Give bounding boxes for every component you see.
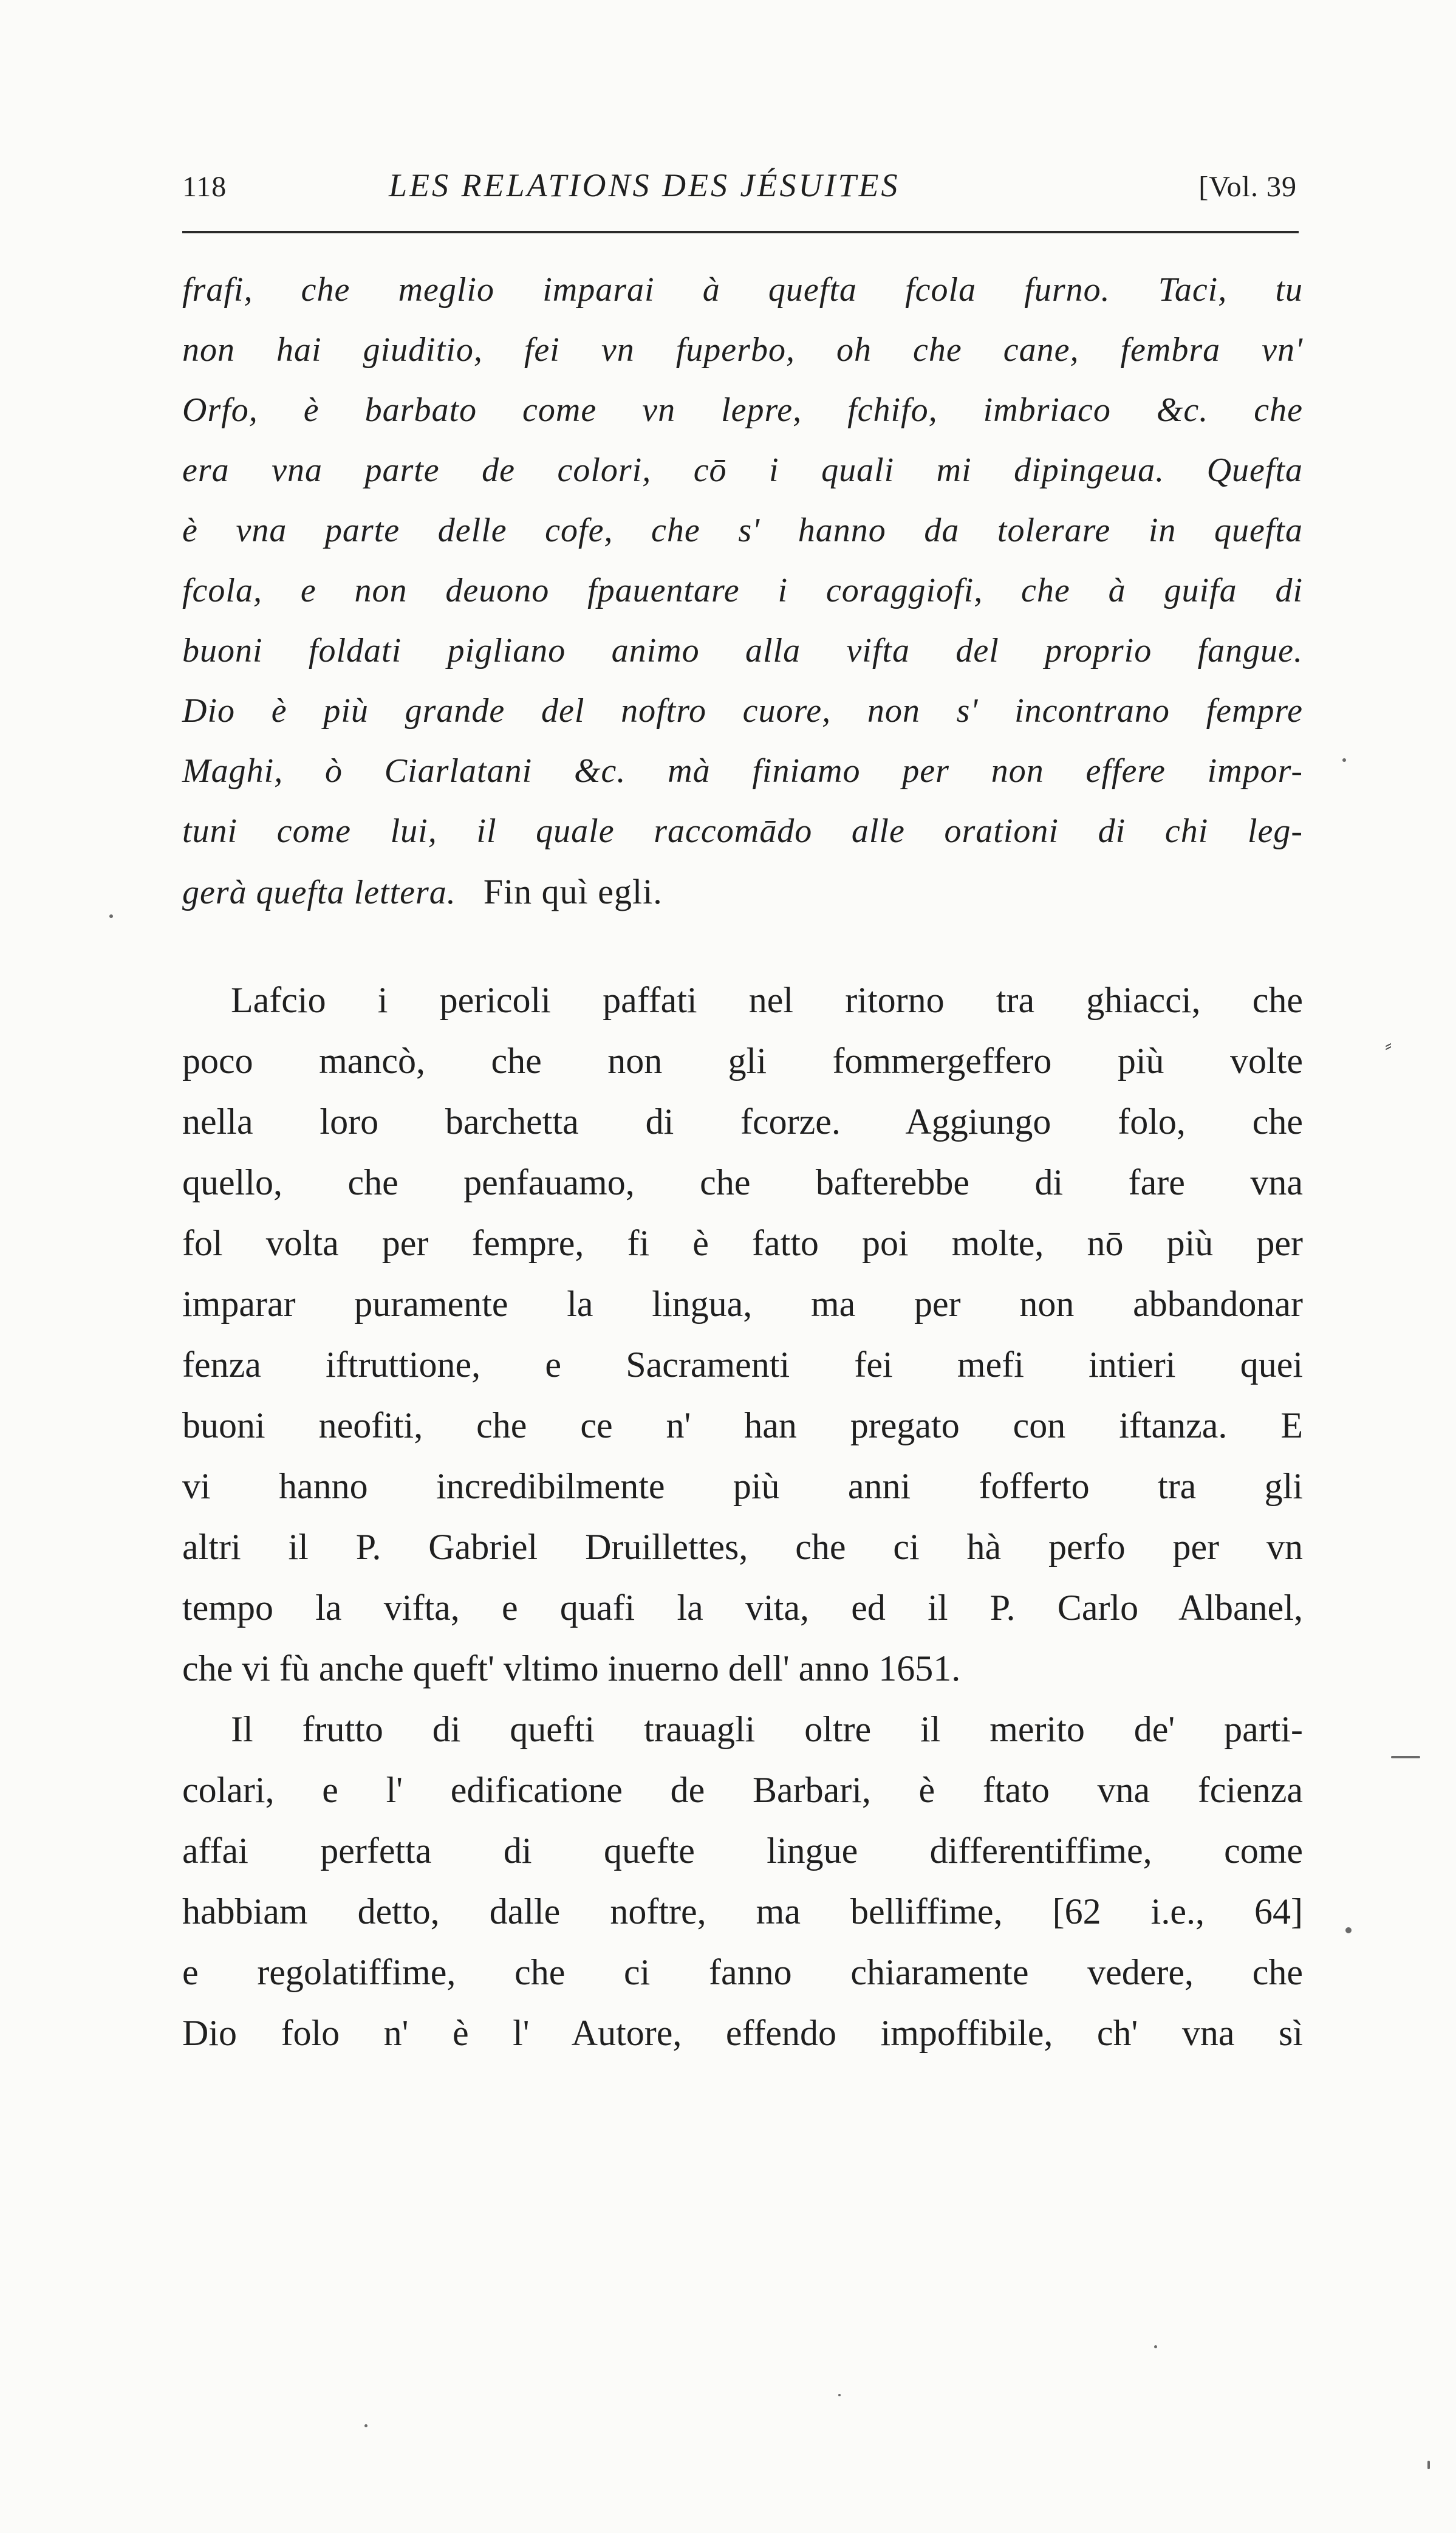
paragraph-line: nella loro barchetta di fcorze. Aggiungo folo, che <box>182 1102 1303 1142</box>
paragraph-line: poco mancò, che non gli fommergeffero più volte <box>182 1041 1303 1081</box>
italic-line: tuni come lui, il quale raccomādo alle orationi di chi leg- <box>182 812 1303 850</box>
paragraph-line: tempo la vifta, e quafi la vita, ed il P. Carlo Albanel, <box>182 1588 1303 1628</box>
paragraph-line: fenza iftruttione, e Sacramenti fei mefi intieri quei <box>182 1345 1303 1385</box>
italic-line: frafi, che meglio imparai à quefta fcola furno. Taci, tu <box>182 271 1303 309</box>
header-rule <box>182 231 1299 233</box>
paragraph-line: buoni neofiti, che ce n' han pregato con iftanza. E <box>182 1405 1303 1445</box>
paragraph-first-line: Il frutto di quefti trauagli oltre il merito de' parti- <box>231 1709 1303 1749</box>
italic-last-line <box>182 862 1303 922</box>
paragraph-line: habbiam detto, dalle noftre, ma belliffime, [62 i.e., 64] <box>182 1891 1303 1931</box>
paragraph-line: fol volta per fempre, fi è fatto poi molte, nō più per <box>182 1223 1303 1263</box>
paragraph-line: altri il P. Gabriel Druillettes, che ci hà perfo per vn <box>182 1527 1303 1567</box>
italic-line: non hai giuditio, fei vn fuperbo, oh che cane, fembra vn' <box>182 331 1303 369</box>
italic-line-end: gerà quefta lettera. <box>182 874 456 911</box>
italic-line: buoni foldati pigliano animo alla vifta del proprio fangue. <box>182 632 1303 670</box>
scan-speck <box>838 2394 841 2396</box>
italic-line: Orfo, è barbato come vn lepre, fchifo, imbriaco &c. che <box>182 391 1303 429</box>
paragraph-line: colari, e l' edificatione de Barbari, è ftato vna fcienza <box>182 1770 1303 1810</box>
paragraph-last-line: che vi fù anche queft' vltimo inuerno dell' anno 1651. <box>182 1648 961 1688</box>
running-head <box>182 164 1297 219</box>
paragraph-line: affai perfetta di quefte lingue differentiffime, come <box>182 1831 1303 1871</box>
paragraph-line: vi hanno incredibilmente più anni fofferto tra gli <box>182 1466 1303 1506</box>
margin-smudge: ⸗ <box>1385 1033 1392 1057</box>
scan-speck <box>364 2424 367 2427</box>
paragraph-line: quello, che penfauamo, che bafterebbe di fare vna <box>182 1162 1303 1202</box>
closing-phrase: Fin quì egli. <box>483 872 663 911</box>
scan-speck <box>1345 1927 1352 1933</box>
scan-speck <box>109 914 113 918</box>
roman-passage <box>182 970 1303 2063</box>
scan-speck <box>1427 2461 1430 2469</box>
italic-line: era vna parte de colori, cō i quali mi dipingeua. Quefta <box>182 451 1303 489</box>
scan-speck <box>1391 1756 1420 1758</box>
italic-line: fcola, e non deuono fpauentare i coraggiofi, che à guifa di <box>182 572 1303 609</box>
running-title: LES RELATIONS DES JÉSUITES <box>389 167 900 204</box>
paragraph-first-line: Lafcio i pericoli paffati nel ritorno tra ghiacci, che <box>231 980 1303 1020</box>
paragraph-line: e regolatiffime, che ci fanno chiaramente vedere, che <box>182 1952 1303 1992</box>
scan-speck <box>1154 2345 1157 2348</box>
italic-line: Maghi, ò Ciarlatani &c. mà finiamo per non effere impor- <box>182 752 1303 790</box>
scan-speck <box>1342 758 1346 762</box>
italic-line: Dio è più grande del noftro cuore, non s' incontrano fempre <box>182 692 1303 730</box>
page-number: 118 <box>182 171 227 203</box>
paragraph-line: Dio folo n' è l' Autore, effendo impoffibile, ch' vna sì <box>182 2013 1303 2053</box>
italic-passage <box>182 260 1303 922</box>
paragraph-line: imparar puramente la lingua, ma per non abbandonar <box>182 1284 1303 1324</box>
italic-line: è vna parte delle cofe, che s' hanno da tolerare in quefta <box>182 512 1303 549</box>
volume-label: [Vol. 39 <box>1198 171 1297 203</box>
